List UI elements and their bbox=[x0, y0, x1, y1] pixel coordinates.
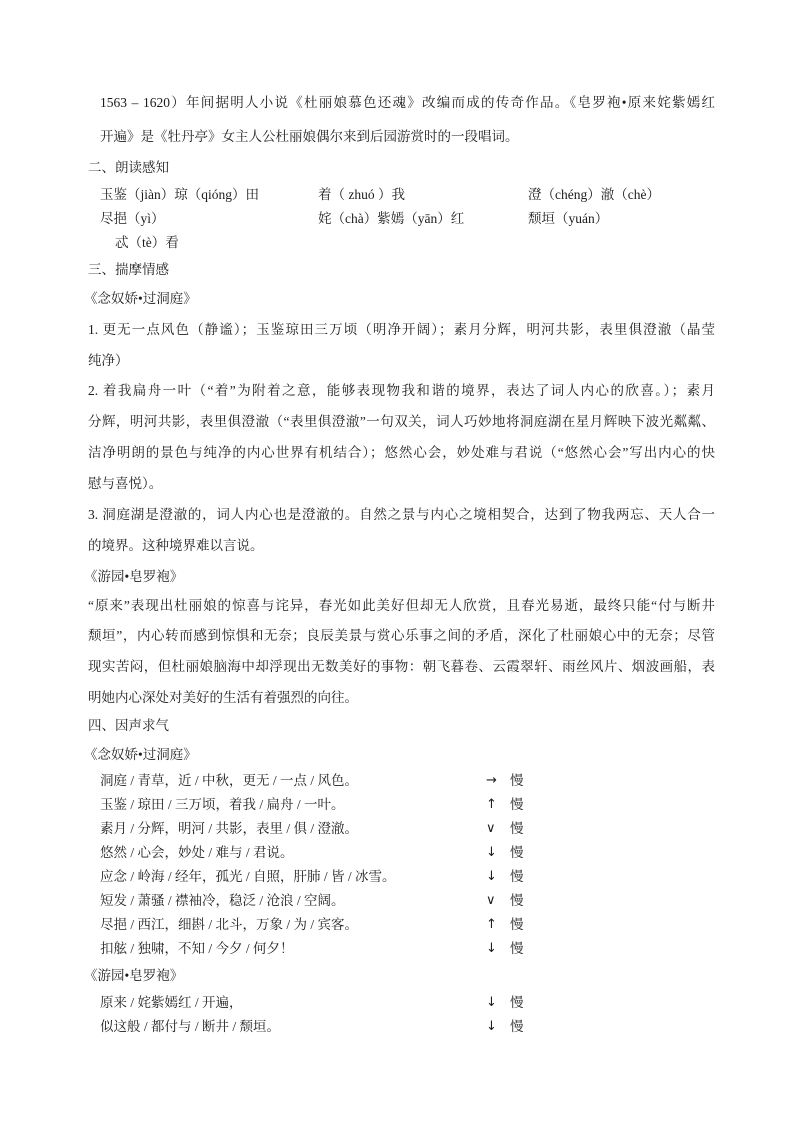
pace-label: 慢 bbox=[510, 821, 524, 836]
pace-label: 慢 bbox=[510, 1019, 524, 1034]
analysis-line: 现实苦闷，但杜丽娘脑海中却浮现出无数美好的事物：朝飞暮卷、云霞翠轩、雨丝风片、烟波画船，表 bbox=[88, 659, 715, 674]
poem-line: 玉鉴 / 琼田 / 三万顷，着我 / 扁舟 / 一叶。 bbox=[100, 797, 345, 812]
tone-mark: ↓ bbox=[486, 869, 497, 884]
analysis-line: 分辉，明河共影，表里俱澄澈（“表里俱澄澈”一句双关，词人巧妙地将洞庭湖在星月辉映下波光粼粼、 bbox=[88, 414, 715, 429]
pace-label: 慢 bbox=[510, 845, 524, 860]
pace-label: 慢 bbox=[510, 941, 524, 956]
pinyin-item: 玉鉴（jiàn）琼（qióng）田 bbox=[100, 187, 259, 202]
pinyin-item: 忒（tè）看 bbox=[115, 235, 179, 250]
tone-mark: ∨ bbox=[486, 893, 496, 908]
analysis-line: 2. 着我扁舟一叶（“着”为附着之意，能够表现物我和谐的境界，表达了词人内心的欣喜。）；素月 bbox=[88, 383, 715, 398]
pace-label: 慢 bbox=[510, 797, 524, 812]
poem-line: 素月 / 分辉，明河 / 共影，表里 / 俱 / 澄澈。 bbox=[100, 821, 359, 836]
pinyin-item: 颓垣（yuán） bbox=[528, 211, 609, 226]
analysis-line: 3. 洞庭湖是澄澈的，词人内心也是澄澈的。自然之景与内心之境相契合，达到了物我两忘、天人合一 bbox=[88, 507, 715, 522]
tone-mark: ↑ bbox=[486, 797, 497, 812]
tone-mark: ∨ bbox=[486, 821, 496, 836]
poem-line: 尽挹 / 西江，细斟 / 北斗，万象 / 为 / 宾客。 bbox=[100, 917, 359, 932]
section-heading-rhythm: 四、因声求气 bbox=[88, 718, 169, 733]
analysis-line: 纯净） bbox=[88, 353, 129, 368]
poem-title: 《念奴娇•过洞庭》 bbox=[84, 747, 197, 762]
poem-line: 扣舷 / 独啸，不知 / 今夕 / 何夕！ bbox=[100, 941, 294, 956]
tone-mark: ↓ bbox=[486, 845, 497, 860]
pace-label: 慢 bbox=[510, 773, 524, 788]
pinyin-item: 姹（chà）紫嫣（yān）红 bbox=[318, 211, 465, 226]
poem-line: 短发 / 萧骚 / 襟袖冷，稳泛 / 沧浪 / 空阔。 bbox=[100, 893, 345, 908]
tone-mark: ↓ bbox=[486, 995, 497, 1010]
analysis-line: “原来”表现出杜丽娘的惊喜与诧异，春光如此美好但却无人欣赏，且春光易逝，最终只能“付与断井 bbox=[88, 598, 715, 613]
analysis-line: 洁净明朗的景色与纯净的内心世界有机结合）；悠然心会，妙处难与君说（“悠然心会”写出内心的快 bbox=[88, 445, 715, 460]
tone-mark: ↑ bbox=[486, 917, 497, 932]
intro-line: 1563 – 1620）年间据明人小说《杜丽娘慕色还魂》改编而成的传奇作品。《皂罗袍•原来姹紫嫣红 bbox=[100, 95, 715, 110]
poem-line: 洞庭 / 青草，近 / 中秋，更无 / 一点 / 风色。 bbox=[100, 773, 359, 788]
analysis-line: 明她内心深处对美好的生活有着强烈的向往。 bbox=[88, 690, 358, 705]
pinyin-item: 澄（chéng）澈（chè） bbox=[528, 187, 660, 202]
section-heading-reading: 二、朗读感知 bbox=[88, 160, 169, 175]
pace-label: 慢 bbox=[510, 869, 524, 884]
pinyin-item: 尽挹（yì） bbox=[100, 211, 165, 226]
poem-line: 原来 / 姹紫嫣红 / 开遍， bbox=[100, 995, 243, 1010]
poem-line: 应念 / 岭海 / 经年，孤光 / 自照，肝肺 / 皆 / 冰雪。 bbox=[100, 869, 396, 884]
tone-mark: ↓ bbox=[486, 941, 497, 956]
analysis-line: 颓垣”，内心转而感到惊惧和无奈；良辰美景与赏心乐事之间的矛盾，深化了杜丽娘心中的无奈；尽管 bbox=[88, 628, 715, 643]
pace-label: 慢 bbox=[510, 893, 524, 908]
pace-label: 慢 bbox=[510, 995, 524, 1010]
poem-line: 似这般 / 都付与 / 断井 / 颓垣。 bbox=[100, 1019, 281, 1034]
tone-mark: → bbox=[486, 773, 497, 788]
pinyin-item: 着（ zhuó ）我 bbox=[318, 187, 405, 202]
intro-line: 开遍》是《牡丹亭》女主人公杜丽娘偶尔来到后园游赏时的一段唱词。 bbox=[100, 129, 519, 144]
poem-title: 《游园•皂罗袍》 bbox=[84, 569, 184, 584]
tone-mark: ↓ bbox=[486, 1019, 497, 1034]
analysis-line: 慰与喜悦）。 bbox=[88, 476, 163, 491]
analysis-line: 1. 更无一点风色（静谧）；玉鉴琼田三万顷（明净开阔）；素月分辉，明河共影，表里俱澄澈（晶莹 bbox=[88, 322, 715, 337]
poem-line: 悠然 / 心会，妙处 / 难与 / 君说。 bbox=[100, 845, 294, 860]
pace-label: 慢 bbox=[510, 917, 524, 932]
analysis-line: 的境界。这种境界难以言说。 bbox=[88, 538, 264, 553]
poem-title: 《念奴娇•过洞庭》 bbox=[84, 291, 197, 306]
section-heading-emotion: 三、揣摩情感 bbox=[88, 262, 169, 277]
poem-title: 《游园•皂罗袍》 bbox=[84, 968, 184, 983]
